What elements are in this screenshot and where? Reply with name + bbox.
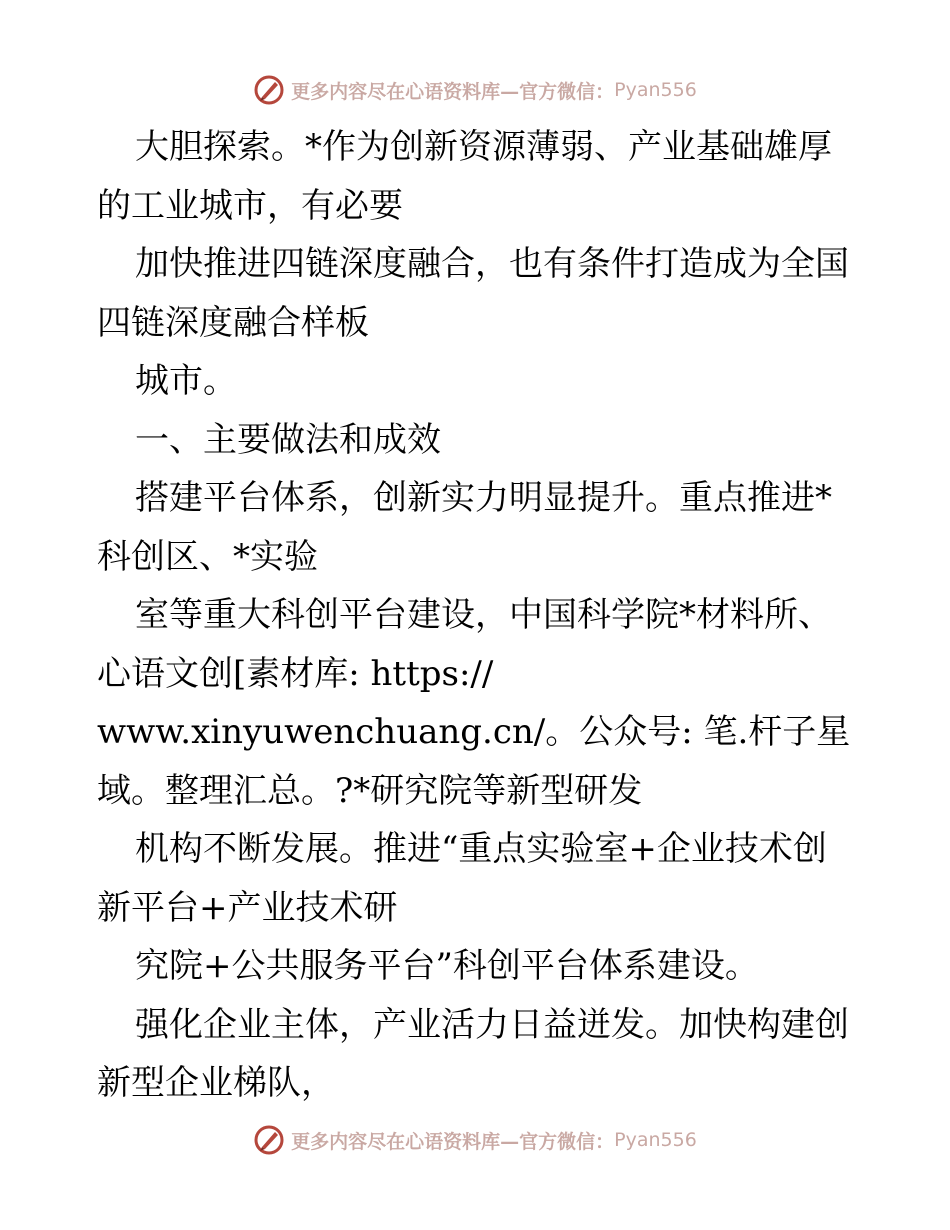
text-line: 心语文创[素材库: https:// bbox=[97, 653, 494, 694]
text-line: 强化企业主体，产业活力日益迸发。加快构建创 bbox=[135, 1004, 849, 1045]
text-line: 的工业城市，有必要 bbox=[97, 185, 403, 226]
text-line: 室等重大科创平台建设，中国科学院*材料所、 bbox=[135, 595, 832, 635]
text-line: 城市。 bbox=[135, 361, 237, 401]
footer-watermark bbox=[0, 1120, 950, 1160]
text-line: 四链深度融合样板 bbox=[97, 302, 369, 343]
pen-logo-icon bbox=[253, 74, 285, 106]
text-line: 究院+公共服务平台”科创平台体系建设。 bbox=[135, 946, 759, 986]
text-line: 科创区、*实验 bbox=[97, 536, 318, 577]
watermark-text: 更多内容尽在心语资料库—官方微信： bbox=[291, 1130, 615, 1153]
text-line: 大胆探索。*作为创新资源薄弱、产业基础雄厚 bbox=[135, 127, 832, 167]
watermark-wechat-id: Pyan556 bbox=[614, 79, 697, 101]
text-line: 新型企业梯队， bbox=[97, 1063, 335, 1103]
text-line: www.xinyuwenchuang.cn/。公众号: 笔.杆子星 bbox=[97, 712, 851, 752]
section-heading: 一、主要做法和成效 bbox=[135, 419, 441, 460]
document-body bbox=[97, 118, 857, 1113]
text-line: 机构不断发展。推进“重点实验室+企业技术创 bbox=[135, 829, 827, 869]
pen-logo-icon bbox=[253, 1124, 285, 1156]
header-watermark bbox=[0, 70, 950, 110]
text-line: 搭建平台体系，创新实力明显提升。重点推进* bbox=[135, 478, 832, 518]
watermark-text: 更多内容尽在心语资料库—官方微信： bbox=[291, 80, 615, 103]
watermark-wechat-id: Pyan556 bbox=[614, 1129, 697, 1151]
text-line: 域。整理汇总。?*研究院等新型研发 bbox=[97, 770, 643, 811]
text-line: 加快推进四链深度融合，也有条件打造成为全国 bbox=[135, 244, 849, 284]
text-line: 新平台+产业技术研 bbox=[97, 887, 398, 928]
